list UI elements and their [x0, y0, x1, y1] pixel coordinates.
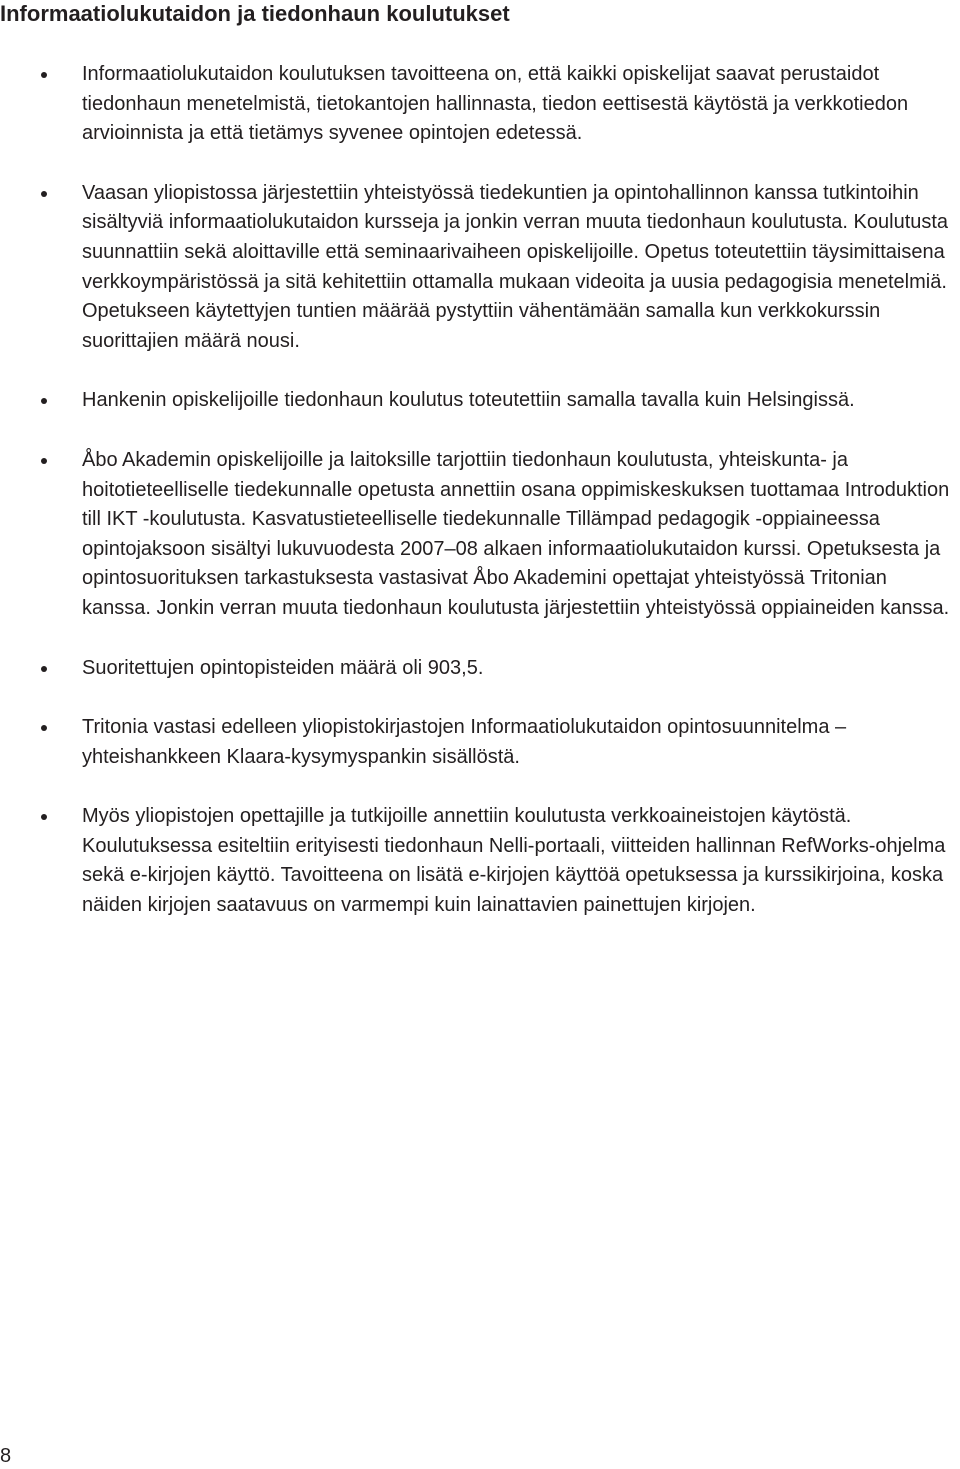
bullet-dot-icon	[41, 191, 47, 197]
list-item-text: Tritonia vastasi edelleen yliopistokirjastojen Informaatiolukutaidon opintosuunnitelma –yhteishankkeen Klaara-kysymyspankin sisällöstä.	[82, 716, 847, 768]
list-item	[0, 60, 960, 149]
bullet-list	[0, 60, 960, 951]
bullet-dot-icon	[41, 725, 47, 731]
bullet-dot-icon	[41, 458, 47, 464]
list-item	[0, 654, 960, 684]
list-item-text: Informaatiolukutaidon koulutuksen tavoitteena on, että kaikki opiskelijat saavat perustaidot tiedonhaun menetelmistä, tietokantojen hallinnasta, tiedon eettisestä käytöstä ja verkkotiedon arvioinnista ja että tietämys syvenee opintojen edetessä.	[82, 63, 909, 145]
list-item	[0, 713, 960, 772]
list-item-text: Suoritettujen opintopisteiden määrä oli 903,5.	[82, 656, 484, 679]
page-title: Informaatiolukutaidon ja tiedonhaun koulutukset	[0, 1, 510, 26]
bullet-dot-icon	[41, 72, 47, 78]
list-item-text: Hankenin opiskelijoille tiedonhaun koulutus toteutettiin samalla tavalla kuin Helsingissä.	[82, 389, 855, 412]
list-item	[0, 386, 960, 416]
bullet-dot-icon	[41, 814, 47, 820]
list-item-text: Myös yliopistojen opettajille ja tutkijoille annettiin koulutusta verkkoaineistojen käytöstä. Koulutuksessa esiteltiin erityisesti tiedonhaun Nelli-portaali, viitteiden hallinnan RefWorks-ohjelma sekä e-kirjojen käyttö. Tavoitteena on lisätä e-kirjojen käyttöä opetuksessa ja kurssikirjoina, koska näiden kirjojen saatavuus on varmempi kuin lainattavien painettujen kirjojen.	[82, 805, 946, 917]
list-item	[0, 802, 960, 920]
list-item-text: Vaasan yliopistossa järjestettiin yhteistyössä tiedekuntien ja opintohallinnon kanssa tutkintoihin sisältyviä informaatiolukutaidon kursseja ja jonkin verran muuta tiedonhaun koulutusta. Koulutusta suunnattiin sekä aloittaville että seminaarivaiheen opiskelijoille. Opetus toteutettiin täysimittaisena verkkoympäristössä ja sitä kehitettiin ottamalla mukaan videoita ja uusia pedagogisia menetelmiä. Opetukseen käytettyjen tuntien määrää pystyttiin vähentämään samalla kun verkkokurssin suorittajien määrä nousi.	[82, 181, 949, 352]
bullet-dot-icon	[41, 398, 47, 404]
page-number: 8	[0, 1445, 12, 1467]
list-item-text: Åbo Akademin opiskelijoille ja laitoksille tarjottiin tiedonhaun koulutusta, yhteiskunta- ja hoitotieteelliselle tiedekunnalle opetusta annettiin osana oppimiskeskuksen tuottamaa Introduktion till IKT -koulutusta. Kasvatustieteelliselle tiedekunnalle Tillämpad pedagogik -oppiaineessa opintojaksoon sisältyi lukuvuodesta 2007–08 alkaen informaatiolukutaidon kurssi. Opetuksesta ja opintosuorituksen tarkastuksesta vastasivat Åbo Akademini opettajat yhteistyössä Tritonian kanssa. Jonkin verran muuta tiedonhaun koulutusta järjestettiin yhteistyössä oppiaineiden kanssa.	[82, 448, 950, 619]
bullet-dot-icon	[41, 666, 47, 672]
list-item	[0, 446, 960, 624]
list-item	[0, 179, 960, 357]
